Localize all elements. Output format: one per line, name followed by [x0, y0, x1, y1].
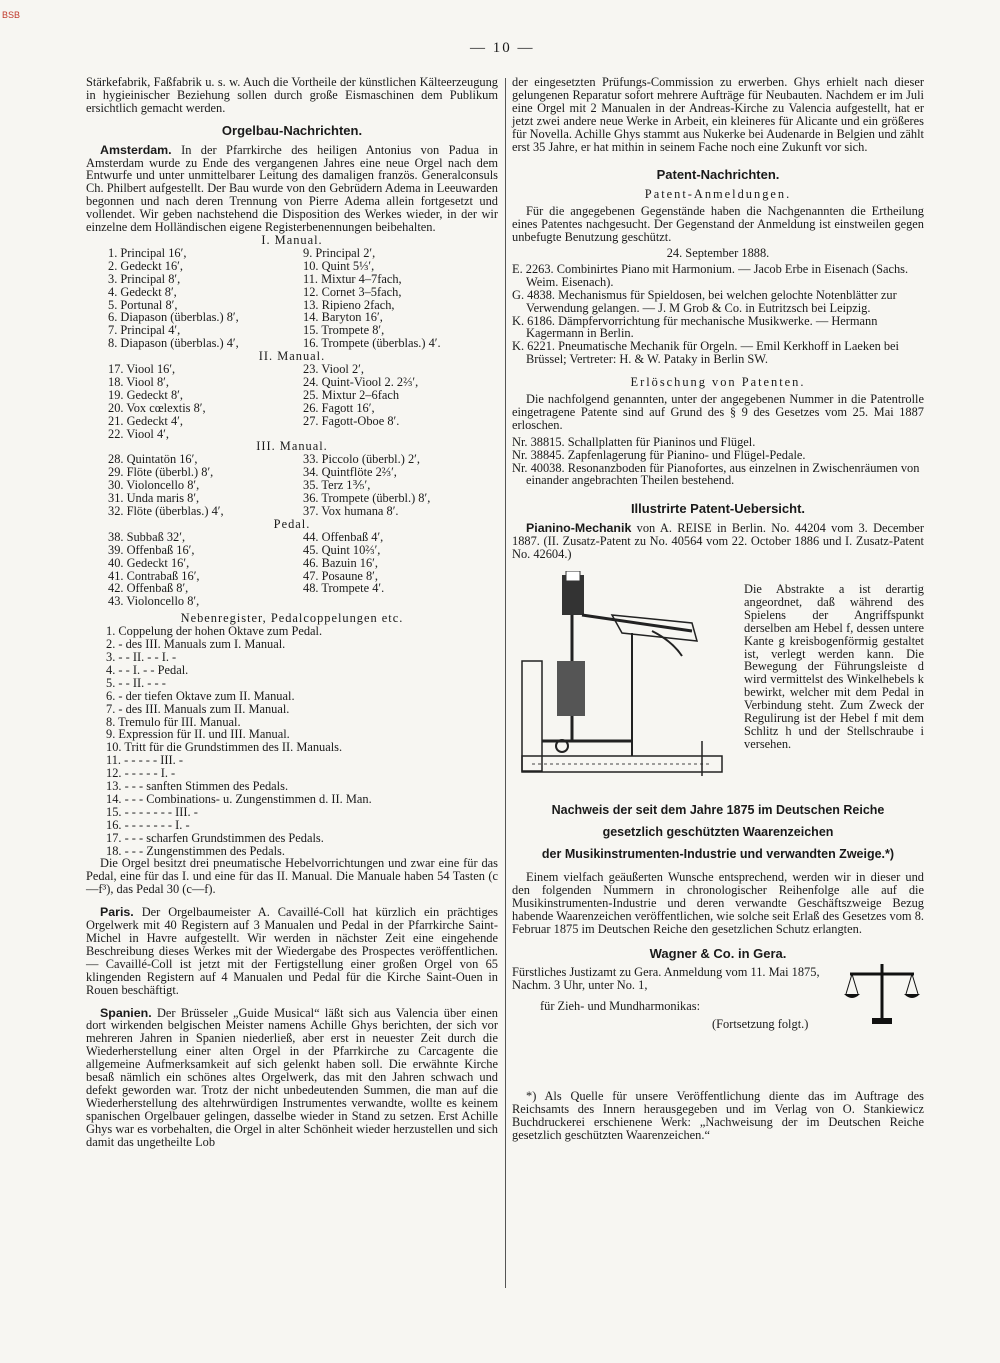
nebenregister-entry: 17. - - - scharfen Grundstimmen des Pedals. — [106, 830, 324, 845]
nebenregister-entry: 15. - - - - - - - III. - — [106, 804, 198, 819]
spanien-lead: Spanien. — [100, 1005, 152, 1020]
register-entry: 16. Trompete (überblas.) 4′. — [303, 337, 441, 351]
illustrirte-heading: Illustrirte Patent-Uebersicht. — [630, 501, 806, 517]
mechanism-drawing — [512, 571, 737, 781]
patent-application: E. 2263. Combinirtes Piano mit Harmonium. — Jacob Erbe in Eisenach (Sachs. Weim. Eisenach). — [512, 261, 909, 289]
register-entry: 17. Viool 16′, — [108, 363, 176, 376]
register-entry: 40. Gedeckt 16′, — [108, 556, 190, 570]
amsterdam-text: In der Pfarrkirche des heiligen Antonius von Padua in Amsterdam wurde zu Ende des vergangenen Jahres eine neue Orgel nach dem Entwurfe und unter unmittelbarer Leitung des damaligen französ. Generalconsuls Ch. Philbert aufgestellt. Der Bau wurde von den Gebrüdern Adema in Leeuwarden begonnen und nach deren Trennung von Pierre Adema allein fortgesetzt und vollendet. Wir geben nachstehend die Disposition des Werkes wieder, in der wir einzelne dem Holländischen eigene Registerbenennungen beibehalten. — [86, 142, 498, 235]
pianino-lead: Pianino-Mechanik — [526, 521, 632, 536]
nebenregister-entry: 12. - - - - - I. - — [106, 766, 176, 781]
neben-title: Nebenregister, Pedalcoppelungen etc. — [180, 611, 404, 626]
pedal-registers — [86, 531, 498, 608]
nebenregister-entry: 9. Expression für II. und III. Manual. — [106, 727, 290, 742]
anmeldungen-title: Patent-Anmeldungen. — [644, 187, 792, 202]
register-entry: 45. Quint 10⅔′, — [303, 543, 381, 557]
intro-paragraph: Stärkefabrik, Faßfabrik u. s. w. Auch die Vortheile der künstlichen Kälteerzeugung in hygieinischer Beziehung sollen durch große Eismaschinen dem Publikum ersichtlich gemacht werden. — [86, 75, 498, 115]
register-entry: 42. Offenbaß 8′, — [108, 582, 189, 596]
expired-patent: Nr. 38845. Zapfenlagerung für Pianino- und Flügel-Pedale. — [512, 447, 806, 462]
erloeschung-intro: Die nachfolgend genannten, unter der angegebenen Nummer in die Patentrolle eingetragene Patente sind auf Grund des § 9 des Gesetzes vom 25. Mai 1887 erloschen. — [512, 392, 924, 432]
orgel-closing: Die Orgel besitzt drei pneumatische Hebelvorrichtungen und zwar eine für das Pedal, eine für das I. und eine für das II. Manual. Die Manuale haben 54 Tasten (c—f³), das Pedal 30 (c—f). — [86, 856, 498, 897]
nebenregister-entry: 13. - - - sanften Stimmen des Pedals. — [106, 779, 289, 794]
footnote: *) Als Quelle für unsere Veröffentlichung diente das im Auftrage des Reichsamts des Innern herausgegeben und im Verlag von O. Stankiewicz Buchdruckerei erschienene Werk: „Nachweisung der im Deutschen Reiche gesetzlich geschützten Waarenzeichen.“ — [512, 1089, 924, 1143]
pianino-paragraph — [512, 522, 924, 561]
register-entry: 2. Gedeckt 16′, — [108, 259, 183, 273]
amsterdam-paragraph — [86, 144, 498, 234]
right-column — [512, 76, 924, 1142]
register-entry — [303, 595, 498, 608]
register-entry: 7. Principal 4′, — [108, 324, 181, 338]
register-entry: 30. Violoncello 8′, — [108, 479, 200, 493]
register-entry: 19. Gedeckt 8′, — [108, 388, 183, 402]
paris-text: Der Orgelbaumeister A. Cavaillé-Coll hat kürzlich ein prächtiges Orgelwerk mit 40 Registern auf 3 Manualen und Pedal in der Pfarrkirche Saint-Michel in Havre aufgestellt. Wir werden in nächster Zeit eine eingehende Beschreibung dieses Werkes mit der Wiedergabe des Prospectes veröffentlichen. — Cavaillé-Coll ist jetzt mit der Fertigstellung einer großen Orgel von 65 klingenden Registern auf 4 Manualen und Pedal für die Kirche Saint-Ouen in Rouen beschäftigt. — [86, 905, 498, 997]
register-entry: 9. Principal 2′, — [303, 246, 376, 260]
spanien-paragraph — [86, 1007, 498, 1149]
patent-heading: Patent-Nachrichten. — [656, 167, 780, 183]
manual-2-registers — [86, 363, 498, 440]
nachweis-text: Einem vielfach geäußerten Wunsche entsprechend, werden wir in dieser und den folgenden Nummern in chronologischer Reihenfolge alle auf die Musikinstrumenten-Industrie und deren verwandte Geschäftszweige Bezug habende Waarenzeichen veröffentlichen, wie solche seit Erlaß des Gesetzes vom 8. Februar 1875 im Deutschen Reiche den gesetzlichen Schutz erlangten. — [512, 870, 924, 936]
nebenregister-list — [86, 625, 498, 857]
nebenregister-entry: 5. - - II. - - - — [106, 675, 166, 690]
register-entry: 13. Ripieno 2fach, — [303, 298, 395, 312]
column-rule — [505, 78, 506, 1288]
figure-description: Die Abstrakte a ist derartig angeordnet, daß während des Spielens der Angriffspunkt derselben am Hebel f, dessen untere Kante g kreisbogenförmig gestaltet ist, verlegt werden kann. Die Bewegung der Führungsleiste d wird vermittelst des Winkelhebels k bewirkt, welcher mit dem Pedal in Verbindung steht. Zum Zweck der Regulirung ist der Hebel f mit dem Schlitz h und der Stellschraube i versehen. — [744, 582, 924, 751]
manual-1-registers — [86, 247, 498, 350]
register-entry: 31. Unda maris 8′, — [108, 492, 200, 505]
expired-patent: Nr. 40038. Resonanzboden für Pianofortes, aus einzelnen in Zwischenräumen von einander angebrachten Theilen bestehend. — [512, 460, 920, 488]
register-entry: 32. Flöte (überblas.) 4′, — [108, 505, 224, 518]
fortsetzung: (Fortsetzung folgt.) — [712, 1017, 809, 1032]
nebenregister-entry: 8. Tremulo für III. Manual. — [106, 714, 241, 729]
paris-paragraph — [86, 906, 498, 996]
register-entry: 48. Trompete 4′. — [303, 582, 385, 596]
register-entry: 33. Piccolo (überbl.) 2′, — [303, 453, 420, 467]
paris-lead: Paris. — [100, 905, 134, 920]
manual-1-title: I. Manual. — [261, 232, 323, 247]
nebenregister-entry: 18. - - - Zungenstimmen des Pedals. — [106, 843, 285, 858]
register-entry — [303, 428, 498, 441]
wagner-text: Fürstliches Justizamt zu Gera. Anmeldung vom 11. Mai 1875, Nachm. 3 Uhr, unter No. 1, — [512, 965, 820, 993]
register-entry: 46. Bazuin 16′, — [303, 556, 378, 570]
register-entry: 39. Offenbaß 16′, — [108, 543, 195, 557]
nachweis-line-1: Nachweis der seit dem Jahre 1875 im Deutschen Reiche — [551, 803, 885, 817]
register-entry: 35. Terz 1⅗′, — [303, 479, 371, 493]
register-entry: 3. Principal 8′, — [108, 272, 181, 286]
register-entry: 34. Quintflöte 2⅔′, — [303, 466, 397, 480]
manual-3-title: III. Manual. — [256, 439, 328, 454]
anmeldungen-intro: Für die angegebenen Gegenstände haben die Nachgenannten die Ertheilung eines Patentes nachgesucht. Der Gegenstand der Anmeldung ist einstweilen gegen unbefugte Benutzung geschützt. — [512, 204, 924, 245]
register-entry: 28. Quintatön 16′, — [108, 453, 198, 467]
register-entry: 6. Diapason (überblas.) 8′, — [108, 311, 239, 325]
patent-application: G. 4838. Mechanismus für Spieldosen, bei welchen gelochte Notenblätter zur Verwendung gelangen. — J. M Grob & Co. in Eutritzsch bei Leipzig. — [512, 287, 897, 315]
nebenregister-entry: 4. - - I. - - Pedal. — [106, 662, 189, 677]
register-entry: 18. Viool 8′, — [108, 375, 169, 389]
anmeldungen-list — [512, 263, 924, 366]
register-entry: 21. Gedeckt 4′, — [108, 414, 183, 428]
register-entry: 4. Gedeckt 8′, — [108, 285, 177, 299]
register-entry: 37. Vox humana 8′. — [303, 505, 399, 518]
register-entry: 26. Fagott 16′, — [303, 401, 375, 415]
register-entry: 41. Contrabaß 16′, — [108, 569, 200, 583]
register-entry: 1. Principal 16′, — [108, 246, 187, 260]
register-entry: 22. Viool 4′, — [108, 427, 169, 441]
register-entry: 29. Flöte (überbl.) 8′, — [108, 466, 214, 480]
register-entry: 5. Portunal 8′, — [108, 298, 178, 312]
register-entry: 11. Mixtur 4–7fach, — [303, 272, 402, 286]
patent-application: K. 6221. Pneumatische Mechanik für Orgeln. — Emil Kerkhoff in Laeken bei Brüssel; Vertreter: H. & W. Pataky in Berlin SW. — [512, 339, 899, 367]
pedal-title: Pedal. — [273, 516, 311, 531]
ghys-continued: der eingesetzten Prüfungs-Commission zu erwerben. Ghys erhielt nach dieser gelungenen Reparatur sofort mehrere Aufträge für Neubauten. Nachdem er im Juli eine Orgel mit 2 Manualen in der Andreas-Kirche zu Valencia aufgestellt, hat er jetzt zwei andere neue Werke in Arbeit, ein kleineres für Alicante und ein größeres für Novella. Achille Ghys stammt aus Nukerke bei Audenarde in Belgien und zählt erst 35 Jahre, er hat mithin in seinem Fache noch eine Zukunft vor sich. — [512, 75, 924, 154]
spanien-text: Der Brüsseler „Guide Musical“ läßt sich aus Valencia über einen dort wirkenden belgischen Meister namens Achille Ghys berichten, der sich vor mehreren Jahren in Spanien niederließ, aber erst in neuester Zeit durch die Wiederherstellung einer alten Orgel in der Pfarrkirche zu Carcagente die allgemeine Aufmerksamkeit auf sich gelenkt haben soll. Die erwähnte Kirche besaß nämlich ein schönes altes Orgelwerk, das mit den Jahren schwach und defekt geworden war. Trotz der nicht unbedeutenden Summen, die man auf die Wiederherstellung des altehrwürdigen Instrumentes verwandte, wollte es keinem spanischen Orgelbauer gelingen, dasselbe wieder in Stand zu setzen. Erst Achille Ghys war es vorbehalten, die Orgel in alter Schönheit wieder herzustellen und sich damit das ungetheilte Lob — [86, 1005, 498, 1149]
left-column — [86, 76, 498, 1149]
register-entry: 38. Subbaß 32′, — [108, 530, 186, 544]
pianino-figure — [512, 571, 924, 781]
register-entry: 47. Posaune 8′, — [303, 569, 378, 583]
wagner-heading: Wagner & Co. in Gera. — [649, 945, 787, 961]
register-entry: 14. Baryton 16′, — [303, 311, 383, 325]
anmeldungen-date: 24. September 1888. — [666, 245, 770, 260]
register-entry: 44. Offenbaß 4′, — [303, 530, 384, 544]
patent-application: K. 6186. Dämpfervorrichtung für mechanische Musikwerke. — Hermann Kagermann in Berlin. — [512, 313, 878, 341]
nachweis-line-2: gesetzlich geschützten Waarenzeichen — [602, 825, 834, 839]
register-entry: 25. Mixtur 2–6fach — [303, 388, 400, 402]
pianino-text: von A. REISE in Berlin. No. 44204 vom 3. December 1887. (II. Zusatz-Patent zu No. 40564 vom 22. October 1886 und I. Zusatz-Patent No. 42604.) — [512, 521, 924, 562]
register-entry: 8. Diapason (überblas.) 4′, — [108, 337, 239, 351]
nebenregister-entry: 10. Tritt für die Grundstimmen des II. Manuals. — [106, 740, 343, 755]
nebenregister-entry: 11. - - - - - III. - — [106, 753, 183, 768]
expired-patent: Nr. 38815. Schallplatten für Pianinos und Flügel. — [512, 434, 756, 449]
register-entry: 43. Violoncello 8′, — [108, 595, 200, 609]
orgelbau-heading: Orgelbau-Nachrichten. — [221, 122, 363, 138]
nachweis-heading — [512, 799, 924, 865]
erloeschung-list — [512, 436, 924, 488]
register-entry: 36. Trompete (überbl.) 8′, — [303, 492, 431, 505]
register-entry: 15. Trompete 8′, — [303, 324, 385, 338]
manual-3-registers — [86, 453, 498, 518]
erloeschung-title: Erlöschung von Patenten. — [630, 375, 806, 390]
register-entry: 24. Quint-Viool 2. 2⅔′, — [303, 375, 419, 389]
nebenregister-entry: 16. - - - - - - - I. - — [106, 817, 190, 832]
register-entry: 20. Vox cœlextis 8′, — [108, 401, 206, 415]
register-entry: 10. Quint 5⅓′, — [303, 259, 375, 273]
nachweis-line-3: der Musikinstrumenten-Industrie und verwandten Zweige.*) — [541, 847, 895, 861]
nebenregister-entry: 2. - des III. Manuals zum I. Manual. — [106, 637, 286, 652]
nebenregister-entry: 3. - - II. - - I. - — [106, 649, 177, 664]
wagner-items: für Zieh- und Mundharmonikas: — [540, 999, 701, 1014]
amsterdam-lead: Amsterdam. — [100, 142, 172, 157]
page-number: — 10 — — [470, 40, 535, 56]
nebenregister-entry: 6. - der tiefen Oktave zum II. Manual. — [106, 688, 295, 703]
manual-2-title: II. Manual. — [258, 349, 326, 364]
library-mark: BSB — [2, 10, 21, 20]
wagner-entry — [512, 966, 924, 1076]
nebenregister-entry: 7. - des III. Manuals zum II. Manual. — [106, 701, 290, 716]
register-entry: 23. Viool 2′, — [303, 363, 364, 376]
nebenregister-entry: 1. Coppelung der hohen Oktave zum Pedal. — [106, 624, 323, 639]
nebenregister-entry: 14. - - - Combinations- u. Zungenstimmen d. II. Man. — [106, 791, 372, 806]
register-entry: 27. Fagott-Oboe 8′. — [303, 414, 400, 428]
scales-trademark-icon — [842, 960, 922, 1030]
register-entry: 12. Cornet 3–5fach, — [303, 285, 402, 299]
